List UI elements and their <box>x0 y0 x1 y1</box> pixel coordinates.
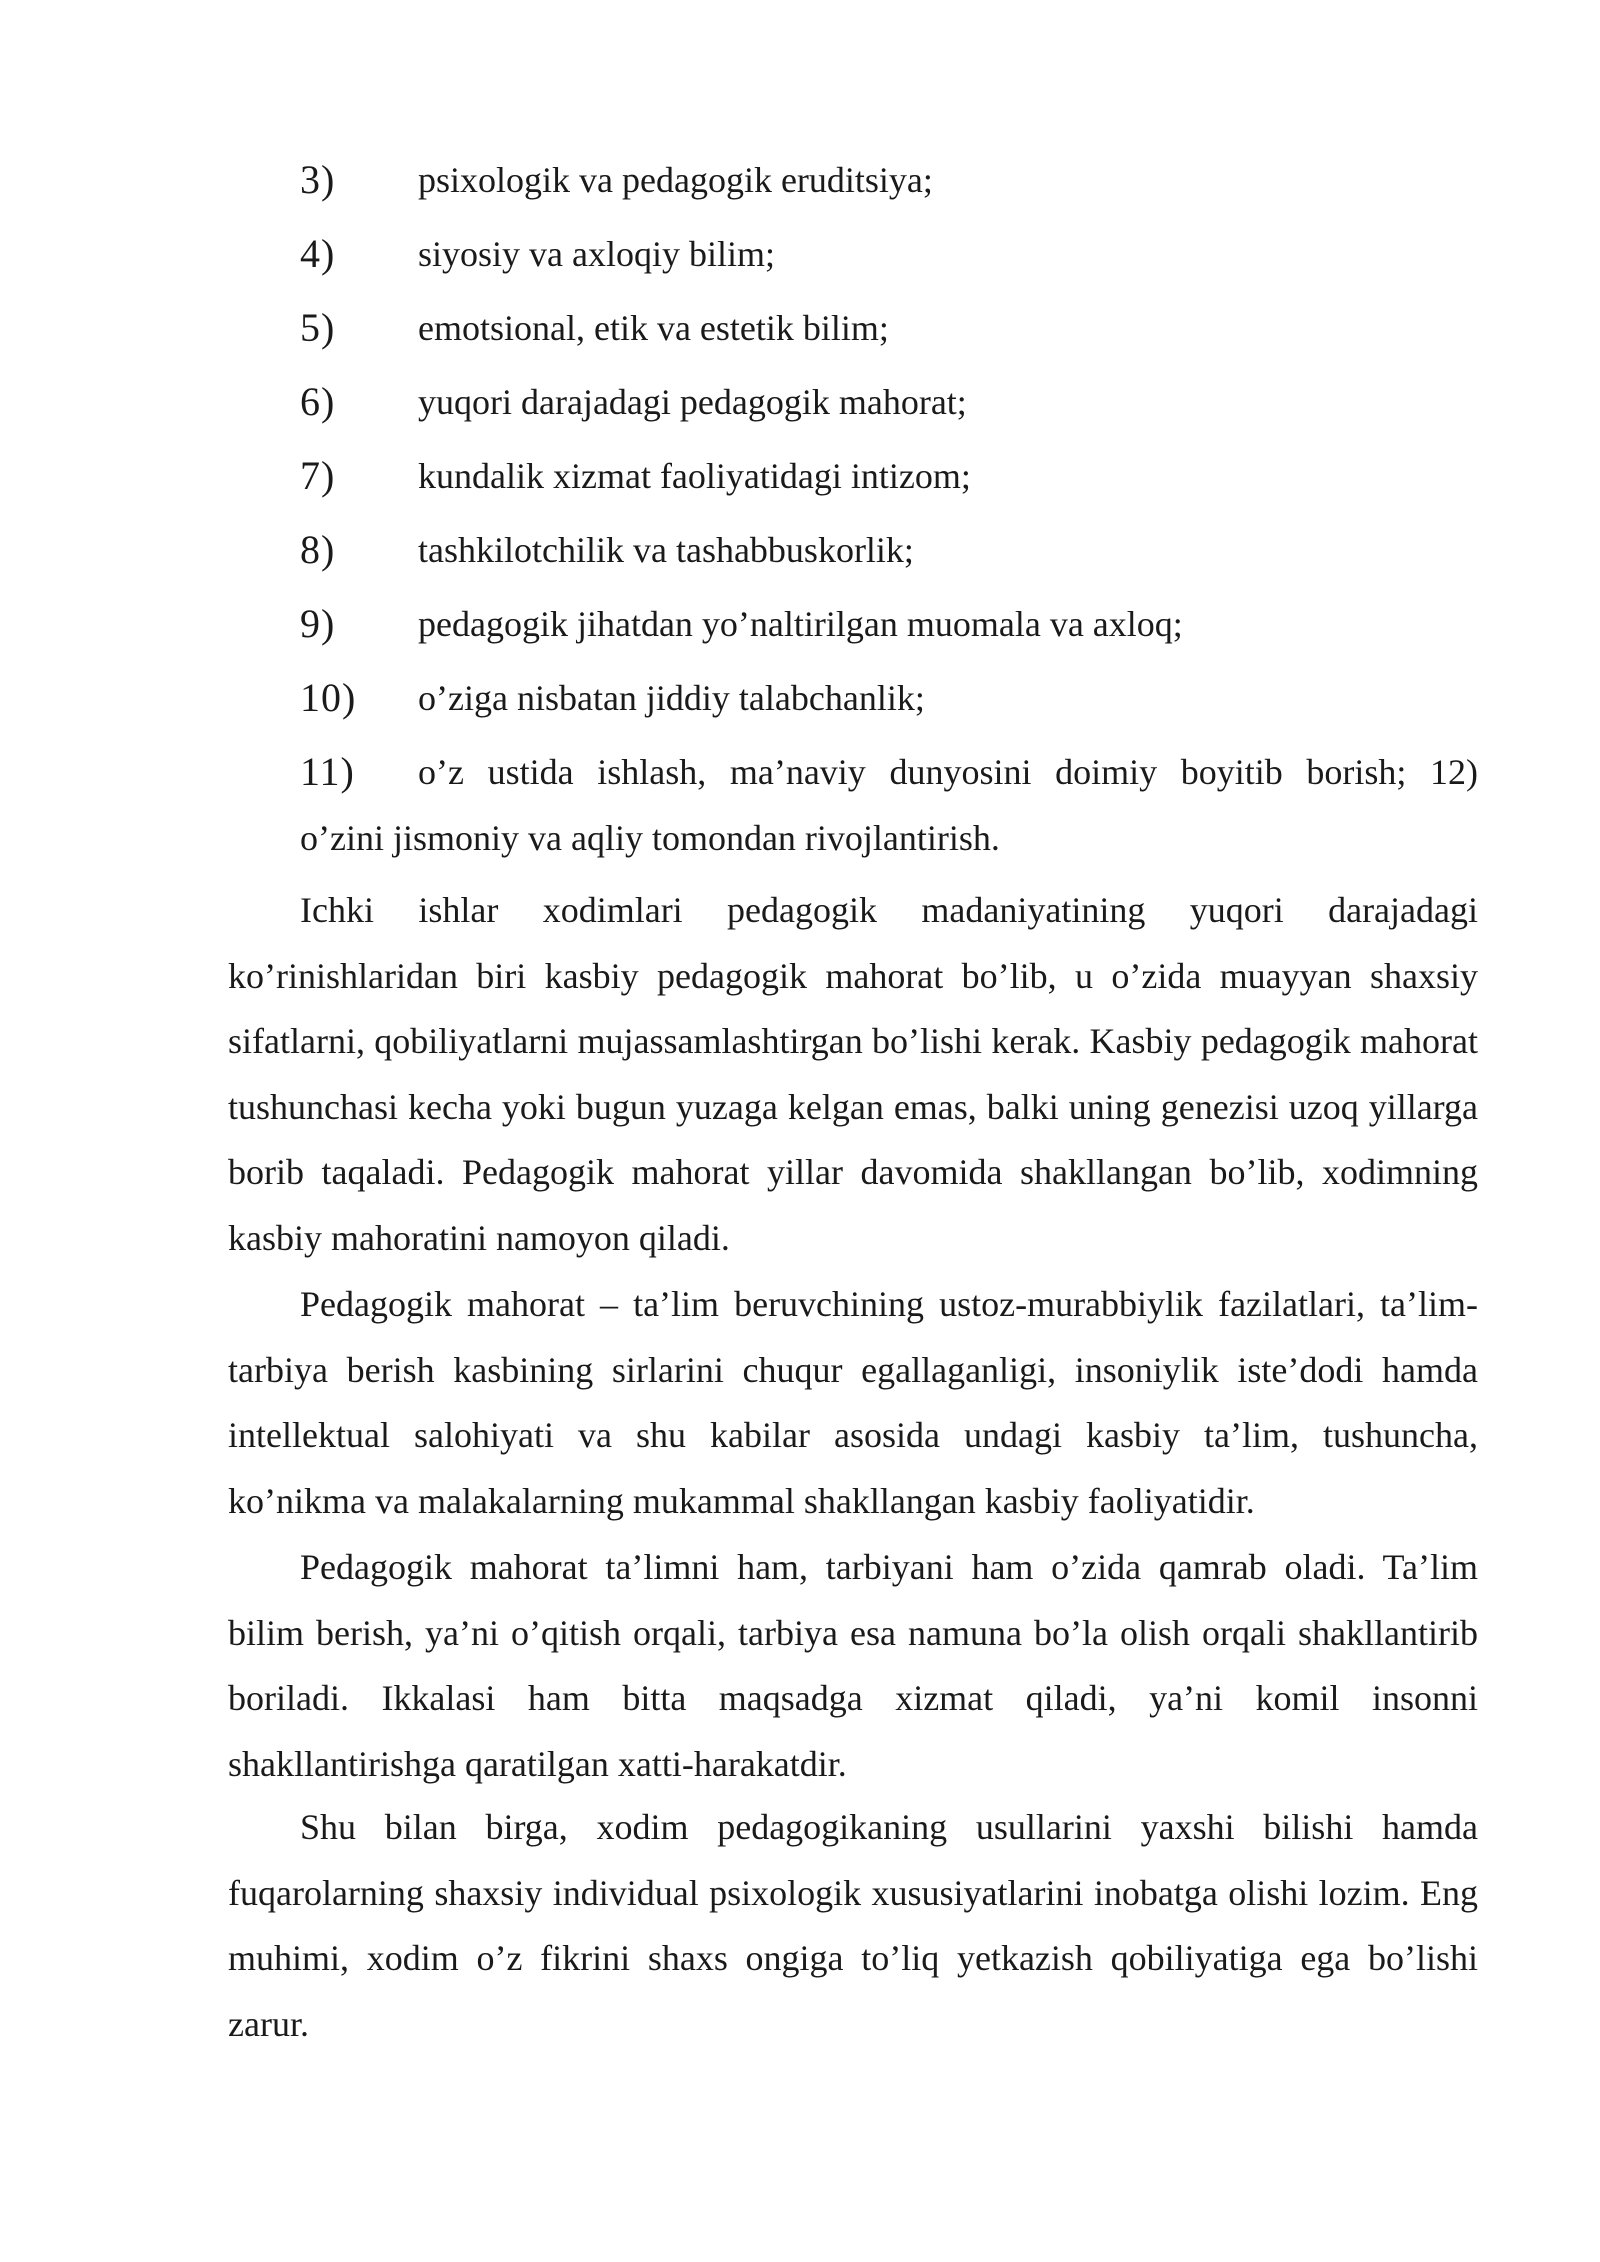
word: doimiy <box>1055 752 1158 792</box>
word: ustida <box>487 752 574 792</box>
paragraph: Ichki ishlar xodimlari pedagogik madaniyatining yuqori darajadagi ko’rinishlaridan biri kasbiy pedagogik mahorat bo’lib, u o’zida muayyan shaxsiy sifatlarni, qobiliyatlarni mujassamlashtirgan bo’lishi kerak. Kasbiy pedagogik mahorat tushunchasi kecha yoki bugun yuzaga kelgan emas, balki uning genezisi uzoq yillarga borib taqaladi. Pedagogik mahorat yillar davomida shakllangan bo’lib, xodimning kasbiy mahoratini namoyon qiladi. <box>228 890 1478 1258</box>
paragraph: Shu bilan birga, xodim pedagogikaning usullarini yaxshi bilishi hamda fuqarolarning shaxsiy individual psixologik xususiyatlarini inobatga olishi lozim. Eng muhimi, xodim o’z fikrini shaxs ongiga to’liq yetkazish qobiliyatiga ega bo’lishi zarur. <box>228 1807 1478 2044</box>
list-item-text: pedagogik jihatdan yo’naltirilgan muomala va axloq; <box>418 604 1183 644</box>
list-item-number: 11) <box>300 749 355 794</box>
list-item-continuation: o’zini jismoniy va aqliy tomondan rivojlantirish. <box>300 818 1000 858</box>
list-item-text: tashkilotchilik va tashabbuskorlik; <box>418 530 914 570</box>
word: ma’naviy <box>729 752 866 792</box>
list-item-text: emotsional, etik va estetik bilim; <box>418 308 889 348</box>
list-item <box>0 224 1600 284</box>
list-item-number: 7) <box>300 453 336 498</box>
list-item <box>0 668 1600 728</box>
list-item-number: 6) <box>300 379 336 424</box>
word: o’z <box>418 752 464 792</box>
list-item <box>0 520 1600 580</box>
list-item <box>0 150 1600 210</box>
list-item <box>0 446 1600 506</box>
list-item-number: 9) <box>300 601 336 646</box>
word: ishlash, <box>597 752 707 792</box>
list-item <box>0 594 1600 654</box>
list-item-text: kundalik xizmat faoliyatidagi intizom; <box>418 456 971 496</box>
list-item-text: siyosiy va axloqiy bilim; <box>418 234 775 274</box>
paragraph: Pedagogik mahorat – ta’lim beruvchining ustoz-murabbiylik fazilatlari, ta’lim-tarbiya berish kasbining sirlarini chuqur egallaganligi, insoniylik iste’dodi hamda intellektual salohiyati va shu kabilar asosida undagi kasbiy ta’lim, tushuncha, ko’nikma va malakalarning mukammal shakllangan kasbiy faoliyatidir. <box>228 1284 1478 1521</box>
list-item-text <box>418 742 1478 802</box>
word: borish; <box>1306 752 1407 792</box>
list-item <box>0 372 1600 432</box>
list-item-number: 5) <box>300 305 336 350</box>
list-item-text: o’ziga nisbatan jiddiy talabchanlik; <box>418 678 925 718</box>
list-item-number: 8) <box>300 527 336 572</box>
word: 12) <box>1430 752 1478 792</box>
list-item-number: 10) <box>300 675 357 720</box>
list-item-number: 3) <box>300 157 336 202</box>
list-item <box>0 742 1600 802</box>
list-item-number: 4) <box>300 231 336 276</box>
word: dunyosini <box>889 752 1032 792</box>
word: boyitib <box>1180 752 1283 792</box>
list-item <box>0 298 1600 358</box>
list-item-text: psixologik va pedagogik eruditsiya; <box>418 160 933 200</box>
list-item-text: yuqori darajadagi pedagogik mahorat; <box>418 382 967 422</box>
paragraph: Pedagogik mahorat ta’limni ham, tarbiyani ham o’zida qamrab oladi. Ta’lim bilim berish, ya’ni o’qitish orqali, tarbiya esa namuna bo’la olish orqali shakllantirib boriladi. Ikkalasi ham bitta maqsadga xizmat qiladi, ya’ni komil insonni shakllantirishga qaratilgan xatti-harakatdir. <box>228 1547 1478 1784</box>
